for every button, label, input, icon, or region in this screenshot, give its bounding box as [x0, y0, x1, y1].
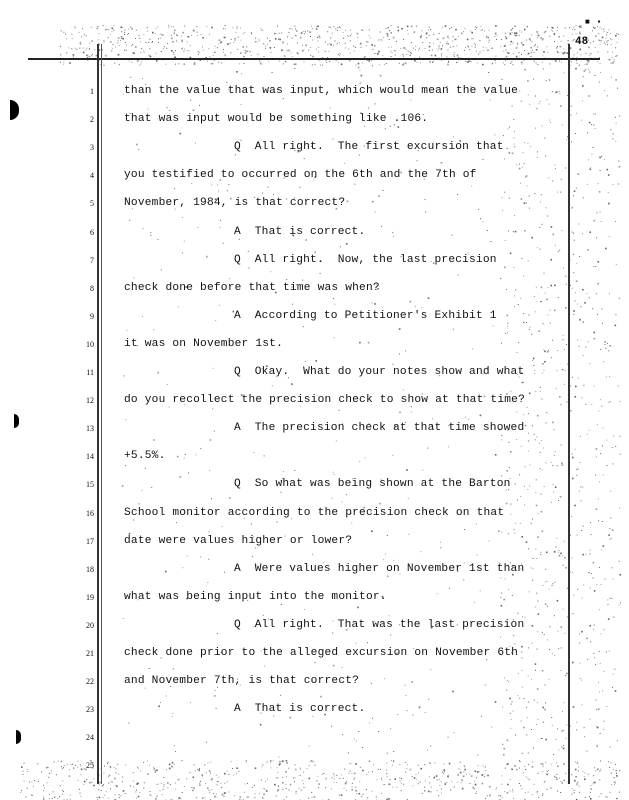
line-number: 6	[90, 227, 94, 237]
transcript-line: check done prior to the alleged excursion on November 6th	[124, 647, 519, 659]
transcript-line: what was being input into the monitor.	[124, 590, 387, 603]
transcript-line: A That is correct.	[234, 703, 366, 716]
line-number: 10	[86, 339, 94, 349]
line-number: 19	[86, 592, 94, 602]
top-rule	[28, 58, 600, 60]
left-margin-rule	[97, 44, 99, 784]
transcript-line: do you recollect the precision check to show at that time?	[124, 394, 525, 407]
line-number: 22	[86, 677, 94, 687]
corner-marks: ■ ▪	[585, 18, 603, 27]
transcript-line: that was input would be something like .106.	[124, 113, 429, 126]
transcript-line: date were values higher or lower?	[124, 534, 353, 547]
line-number: 21	[86, 649, 94, 658]
line-number: 16	[86, 508, 94, 518]
transcript-line: than the value that was input, which would mean the value	[124, 85, 519, 97]
line-number: 18	[86, 564, 94, 574]
transcript-line: Q All right. That was the last precision	[234, 618, 525, 631]
line-number: 5	[90, 199, 94, 209]
line-number: 12	[86, 396, 94, 406]
transcript-line: A The precision check at that time showed	[234, 422, 525, 435]
line-number: 9	[90, 311, 94, 321]
line-number: 7	[90, 255, 94, 265]
transcript-line: November, 1984, is that correct?	[124, 197, 346, 210]
transcript-line: School monitor according to the precision check on that	[124, 506, 505, 519]
transcript-line: A Were values higher on November 1st than	[234, 562, 525, 575]
transcript-line: Q All right. Now, the last precision	[234, 253, 497, 266]
line-number: 1	[90, 87, 94, 96]
transcript-line: Q So what was being shown at the Barton	[234, 478, 511, 491]
line-number: 20	[86, 620, 94, 630]
transcript-line: Q Okay. What do your notes show and what	[234, 366, 525, 378]
right-margin-rule	[568, 44, 570, 784]
transcript-line: +5.5%.	[124, 450, 166, 463]
line-number: 23	[86, 705, 94, 715]
transcript-line: and November 7th, is that correct?	[124, 675, 360, 688]
transcript-line: check done before that time was when?	[124, 281, 380, 294]
line-number: 25	[86, 761, 94, 771]
left-margin-rule-inner	[101, 44, 102, 784]
line-number: 14	[86, 452, 94, 462]
transcript-line: A According to Petitioner's Exhibit 1	[234, 309, 497, 322]
line-number: 8	[90, 283, 94, 293]
line-number: 13	[86, 424, 94, 434]
page-number: 48	[575, 36, 589, 48]
line-number: 3	[90, 143, 94, 153]
transcript-line: A That is correct.	[234, 225, 366, 238]
transcript-line: you testified to occurred on the 6th and the 7th of	[124, 169, 477, 182]
line-number: 15	[86, 480, 94, 490]
transcript-line: it was on November 1st.	[124, 337, 284, 350]
line-number: 2	[90, 115, 94, 125]
line-number: 11	[86, 368, 94, 377]
line-number: 24	[86, 733, 94, 743]
line-number: 4	[90, 171, 94, 181]
transcript-line: Q All right. The first excursion that	[234, 141, 504, 154]
line-number: 17	[86, 536, 94, 546]
